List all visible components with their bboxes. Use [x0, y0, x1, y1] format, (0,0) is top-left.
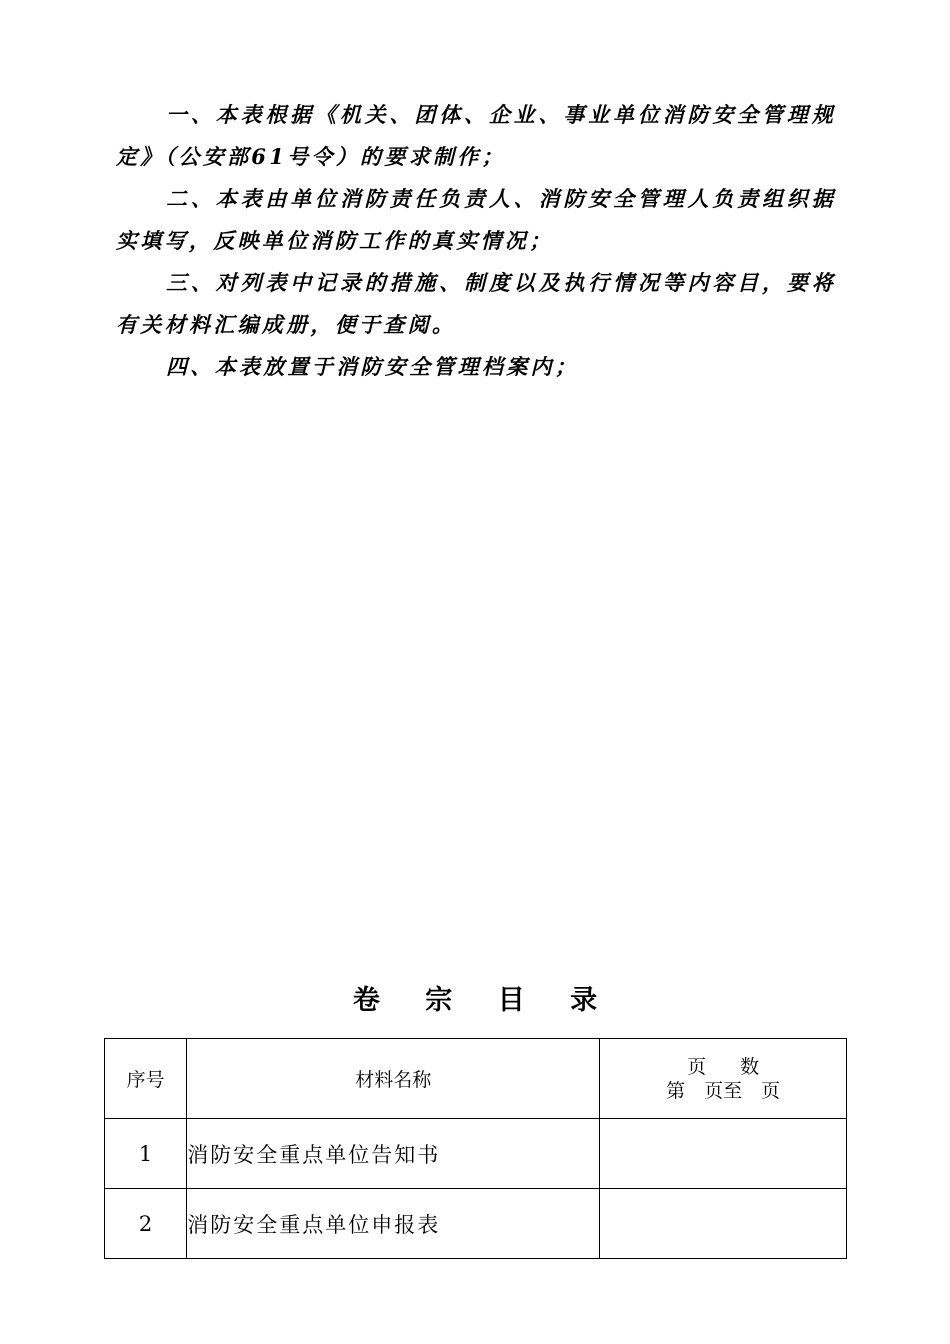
row-material-name: 消防安全重点单位申报表 — [187, 1189, 600, 1259]
instruction-item: 四、本表放置于消防安全管理档案内； — [166, 354, 580, 379]
row-page-range — [600, 1189, 847, 1259]
table-row — [105, 1119, 847, 1189]
header-page-range-label: 第 页至 页 — [666, 1079, 781, 1102]
instruction-item: 二、本表由单位消防责任负责人、消防安全管理人负责组织据实填写，反映单位消防工作的真实情况； — [116, 186, 836, 253]
header-serial-number: 序号 — [105, 1039, 187, 1119]
toc-title: 卷 宗 目 录 — [352, 985, 616, 1016]
row-serial-number: 1 — [105, 1119, 187, 1189]
table-header-row — [105, 1039, 847, 1119]
header-material-name: 材料名称 — [187, 1039, 600, 1119]
toc-table — [104, 1038, 847, 1259]
header-page-count-label: 页 数 — [687, 1055, 760, 1078]
row-material-name: 消防安全重点单位告知书 — [187, 1119, 600, 1189]
row-serial-number: 2 — [105, 1189, 187, 1259]
instruction-item: 三、对列表中记录的措施、制度以及执行情况等内容目，要将有关材料汇编成册，便于查阅。 — [116, 270, 836, 337]
instructions-section — [116, 94, 836, 388]
instruction-item: 一、本表根据《机关、团体、企业、事业单位消防安全管理规定》（公安部61号令）的要求制作； — [116, 102, 836, 169]
table-row — [105, 1189, 847, 1259]
row-page-range — [600, 1119, 847, 1189]
header-page-count — [600, 1039, 847, 1119]
